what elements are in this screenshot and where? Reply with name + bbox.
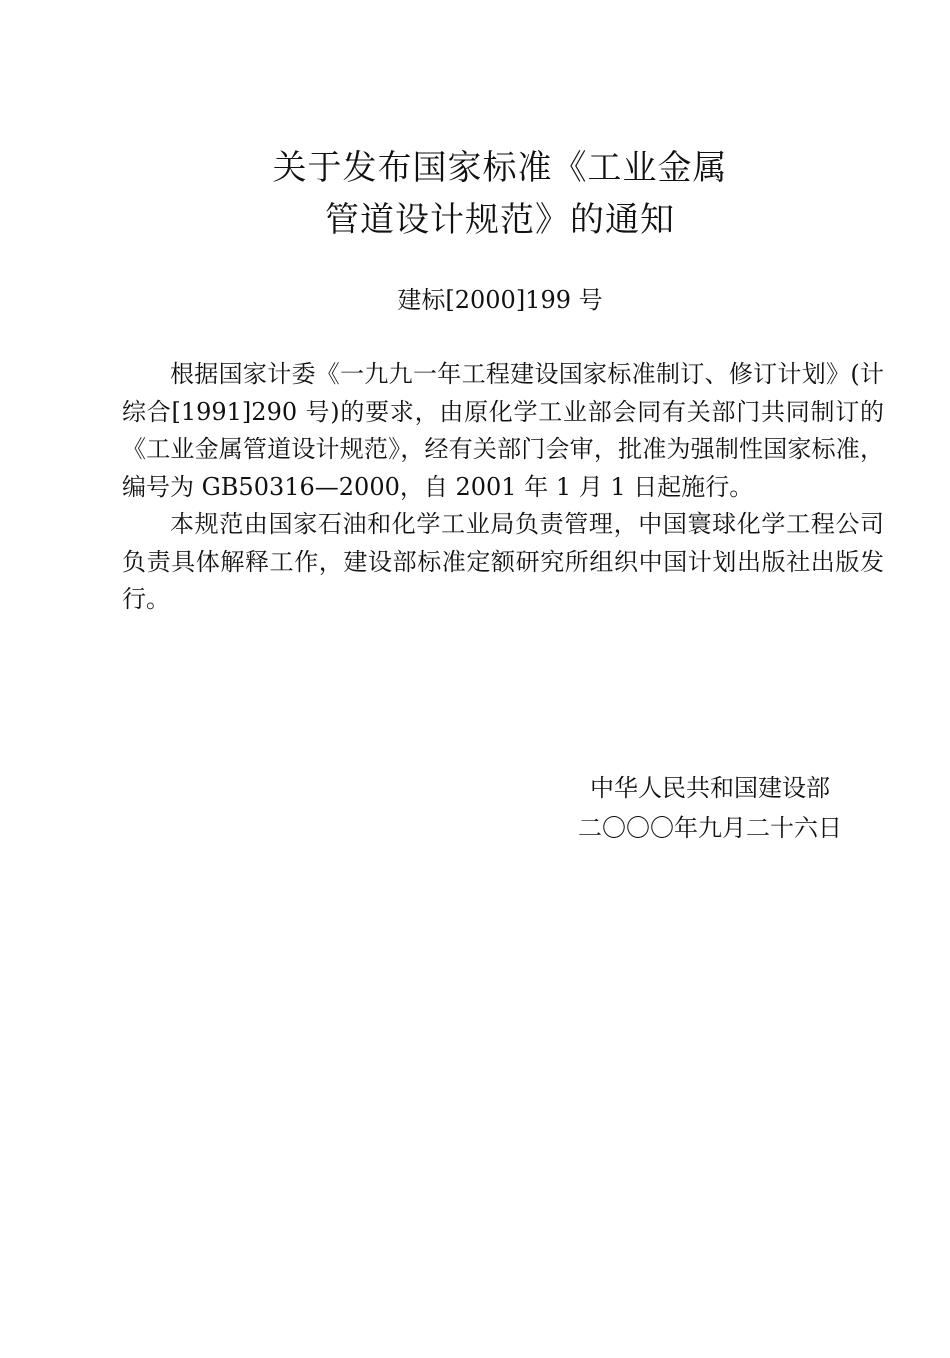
notice-title xyxy=(0,142,950,246)
issue-date: 二〇〇〇年九月二十六日 xyxy=(578,814,842,842)
notice-title-line-2: 管道设计规范》的通知 xyxy=(325,200,675,240)
notice-title-line-1: 关于发布国家标准《工业金属 xyxy=(272,148,728,188)
signature-block xyxy=(578,768,842,848)
paragraph-management: 本规范由国家石油和化学工业局负责管理，中国寰球化学工程公司负责具体解释工作，建设部标准定额研究所组织中国计划出版社出版发行。 xyxy=(122,510,884,613)
notice-body xyxy=(122,356,884,619)
issuer-name: 中华人民共和国建设部 xyxy=(590,774,830,802)
paragraph-approval: 根据国家计委《一九九一年工程建设国家标准制订、修订计划》(计综合[1991]290 号)的要求，由原化学工业部会同有关部门共同制订的《工业金属管道设计规范》，经有关部门会审，批准为强制性国家标准，编号为 GB50316—2000，自 2001 年 1 月 1 日起施行。 xyxy=(122,360,884,501)
document-number: 建标[2000]199 号 xyxy=(397,286,603,314)
